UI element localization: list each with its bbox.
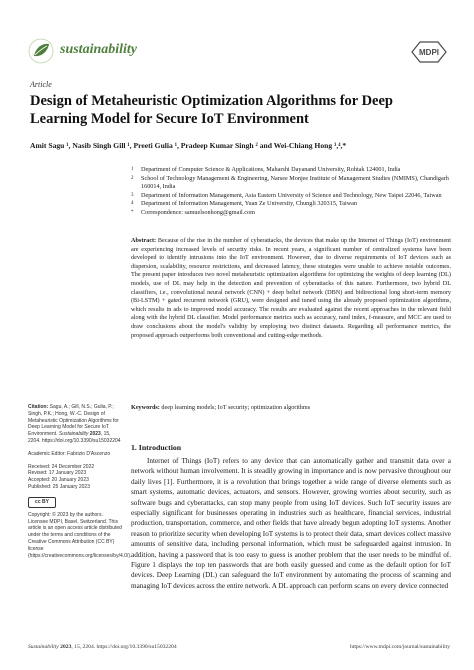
mdpi-logo-icon [410,40,448,64]
paper-title: Design of Metaheuristic Optimization Algorithms for Deep Learning Model for Secure IoT Environment [30,93,393,127]
affiliation-num: 1 [131,167,134,172]
affiliation-text: School of Technology Management & Engineering, Narsee Monjee Institute of Management Studies (NMIMS), Chandigarh 160014, India [141,174,449,190]
publisher-name: MDPI [419,48,439,57]
section-heading: 1. Introduction [131,443,182,452]
cc-by-license-icon[interactable]: cc BY [28,497,56,508]
affiliation-num: 3 [131,192,134,198]
copyright-notice: Copyright: © 2023 by the authors. Licensee MDPI, Basel, Switzerland. This article is an open access article distributed under the terms and conditions of the Creative Commons Attribution (CC BY) license (https://creativecommons.org/licenses/by/4.0/). [28,511,132,559]
abstract [131,237,451,340]
affiliation-text: Department of Computer Science & Applications, Maharshi Dayanand University, Rohtak 124001, India [141,166,401,173]
date-accepted: Accepted: 20 January 2023 [28,477,89,484]
affiliation-num: 2 [131,175,134,181]
affiliation-item [131,166,451,175]
affiliation-item [131,200,451,209]
citation-block [28,404,123,445]
article-sidebar [28,404,132,565]
journal-name: sustainability [60,42,138,57]
keywords-label: Keywords: [131,404,160,411]
date-published: Published: 25 January 2023 [28,483,90,490]
correspondence-email[interactable]: Correspondence: samuelsonhong@gmail.com [141,208,255,216]
affiliation-item [131,175,451,192]
affiliation-text: Department of Information Management, Asia Eastern University of Science and Technology, New Taipei 22046, Taiwan [141,191,442,199]
date-received: Received: 24 December 2022 [28,463,95,470]
affiliations [131,166,451,217]
correspondence [131,209,451,218]
footer-doi[interactable]: , 15, 2204. https://doi.org/10.3390/su15032204 [71,644,177,650]
footer-journal: Sustainability [28,644,59,650]
citation-label: Citation: [28,404,49,410]
citation-journal: Sustainability [58,431,89,438]
footer-journal-url[interactable]: https://www.mdpi.com/journal/sustainability [349,644,450,650]
abstract-label: Abstract: [131,237,157,244]
author-list: Amit Sagu ¹, Nasib Singh Gill ¹, Preeti Gulia ¹, Pradeep Kumar Singh ² and Wei-Chiang Hong ³,⁴,* [30,141,347,150]
citation-year: 2023 [89,431,101,438]
citation-text: Sagu, A.; Gill, N.S.; Gulia, P.; Singh, P.K.; Hong, W.-C. Design of Metaheuristic Optimization Algorithms for Deep Learning Model for Secure IoT Environment. [28,404,119,438]
journal-header [28,38,448,66]
keywords-text: deep learning models; IoT security; optimization algorithms [161,404,311,411]
sustainability-logo-icon [28,38,54,64]
academic-editor: Academic Editor: Fabrizio D'Ascenzo [28,450,111,457]
footer-year: 2023 [60,644,72,650]
footer-citation [28,644,177,650]
affiliation-num: 4 [131,201,134,206]
abstract-text: Because of the rise in the number of cyberattacks, the devices that make up the Internet of Things (IoT) environment are experiencing increased levels of security risks. In recent years, a significant number of centralized systems have been developed to identify intrusions into the IoT environment. However, due to diverse requirements of IoT devices such as dispersion, scalability, resource restrictions, and decreased latency, these strategies were unable to achieve notable outcomes. The present paper introduces two novel metaheuristic optimization algorithms for optimizing the weights of deep learning (DL) models, use of DL may help in the detection and prevention of cyberattacks of this nature. Furthermore, two hybrid DL classifiers, i.e., convolutional neural network (CNN) + deep belief network (DBN) and bidirectional long short-term memory (Bi-LSTM) + gated recurrent network (GRU), were designed and tuned using the already proposed optimization algorithms, which results in ads to improved model accuracy. The results are evaluated against the recent approaches in the relevant field along with the hybrid DL classifier. Model performance metrics such as accuracy, rand index, f-measure, and MCC are used to draw conclusions about the model's validity by employing two distinct datasets. Regarding all performance metrics, the proposed approach outperforms both conventional and cutting-edge methods. [131,237,451,339]
affiliation-text: Department of Information Management, Yuan Ze University, Chungli 320315, Taiwan [141,200,358,207]
affiliation-item [131,192,451,201]
citation-doi[interactable]: , 15, 2204. https://doi.org/10.3390/su15032204 [28,431,121,444]
affiliation-num: * [131,209,134,215]
date-revised: Revised: 17 January 2023 [28,470,87,477]
intro-paragraph: Internet of Things (IoT) refers to any device that can automatically gather and transmit data over a network without human involvement. It is steadily growing in importance and is now pervasive throughout our daily lives [1]. Furthermore, it is a revolution that brings together a wide range of diverse elements such as smart systems, automatic devices, actuators, and sensors. However, growing worries about security, such as software bugs and cyberattacks, can stop many people from using IoT devices. Such IoT security issues are especially significant for businesses operating in industries such as healthcare, financial services, industrial production, transportation, commerce, and other fields that have already begun adopting IoT systems. Another reason to prioritize security when developing IoT systems is to protect their data, smart devices collect massive amounts of sensitive data, including personal information, which must be safeguarded against intrusion. In addition, having a password that is too easy to guess is another problem that the user needs to be mindful of. Figure 1 displays the top ten passwords that are both easily guessed and come as the default option for IoT devices. Deep Learning (DL) can safeguard the IoT environment by automating the process of scanning and managing IoT devices across the entire network. A DL approach can perform scans on every device connected [131,457,451,590]
publication-dates [28,464,123,491]
page-footer [28,644,450,650]
keywords [131,404,451,413]
article-type: Article [30,80,52,89]
